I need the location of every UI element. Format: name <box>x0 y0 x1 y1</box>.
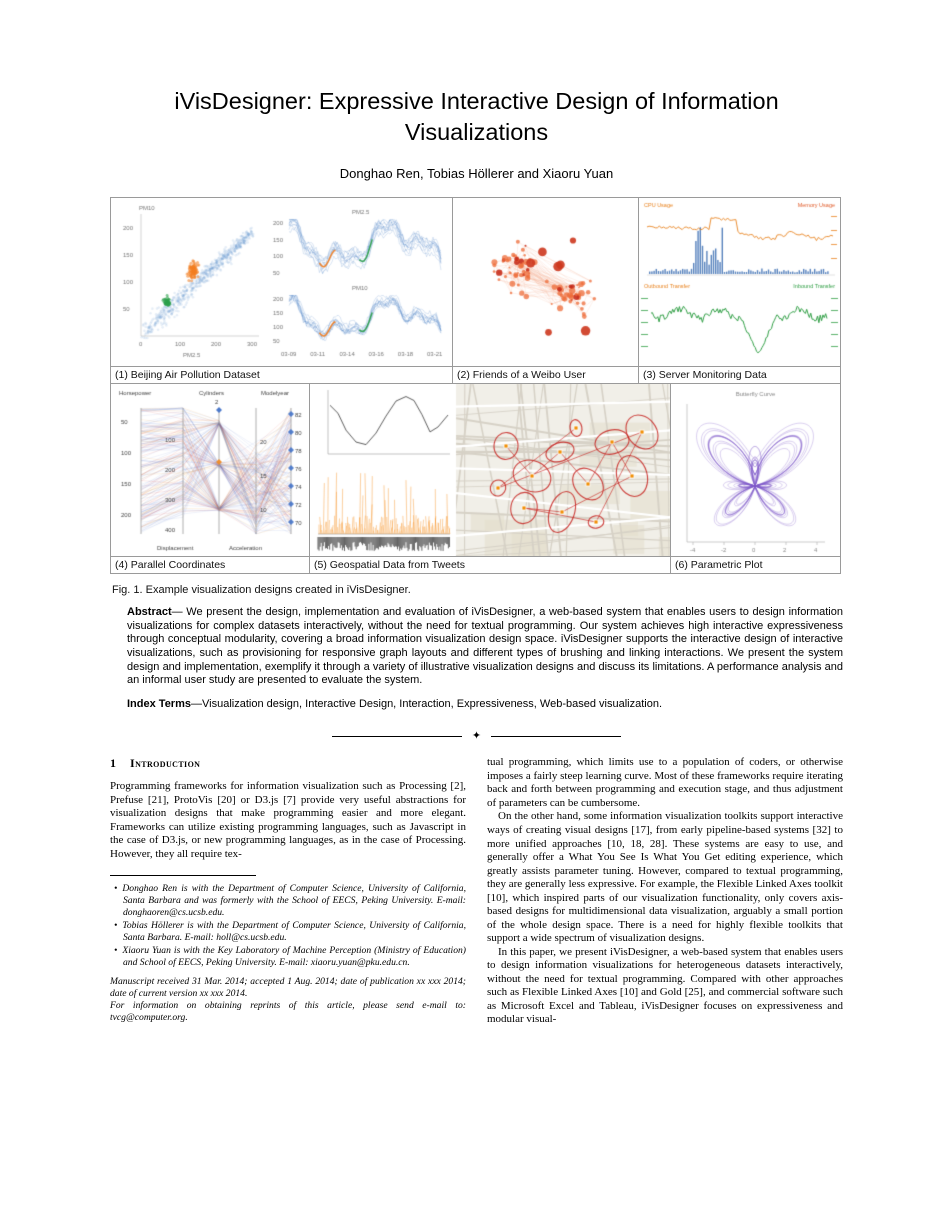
panel-caption-3: (3) Server Monitoring Data <box>639 366 840 383</box>
intro-paragraph-2: tual programming, which limits use to a population of coders, or otherwise imposes a fairly steep learning curve. Most of these frameworks require iterating back and forth between programming and execution stage, and thus adjustment of parameters can be cumbersome. <box>487 756 843 809</box>
affiliation-item: • Donghao Ren is with the Department of Computer Science, University of California, Santa Barbara and was formerly with the School of EECS, Peking University. E-mail: donghaoren@cs.ucsb.edu. <box>110 883 466 919</box>
geospatial-map <box>310 384 670 556</box>
index-terms-text: —Visualization design, Interactive Design, Interaction, Expressiveness, Web-based visualization. <box>191 697 663 710</box>
panel-caption-5: (5) Geospatial Data from Tweets <box>310 556 670 573</box>
affiliation-item: • Tobias Höllerer is with the Department of Computer Science, University of California, Santa Barbara. E-mail: holl@cs.ucsb.edu. <box>110 920 466 944</box>
manuscript-info <box>110 976 466 1024</box>
right-column <box>487 756 843 1026</box>
air-pollution-chart <box>111 198 452 366</box>
weibo-network-graph <box>453 198 638 366</box>
server-monitoring-chart <box>639 198 840 366</box>
figure-panel-air-pollution <box>110 197 453 384</box>
figure-caption: Fig. 1. Example visualization designs created in iVisDesigner. <box>112 584 411 597</box>
abstract <box>127 606 843 688</box>
panel-caption-4: (4) Parallel Coordinates <box>111 556 309 573</box>
affiliation-item: • Xiaoru Yuan is with the Key Laboratory of Machine Perception (Ministry of Education) and School of EECS, Peking University. E-mail: xiaoru.yuan@pku.edu.cn. <box>110 945 466 969</box>
author-affiliations <box>110 883 466 968</box>
index-terms <box>127 698 843 712</box>
figure-panel-parametric-plot <box>670 383 841 574</box>
panel-caption-2: (2) Friends of a Weibo User <box>453 366 638 383</box>
figure-1 <box>110 197 843 574</box>
parallel-coordinates-chart <box>111 384 309 556</box>
figure-panel-geospatial <box>309 383 671 574</box>
divider-line-left <box>332 736 462 737</box>
intro-paragraph-4: In this paper, we present iVisDesigner, a web-based system that enables users to design information visualizations for heterogeneous datasets interactively, without the need for textual programming. Compared with other approaches such as Flexible Linked Axes [10] and Gold [25], and commercial software such as Microsoft Excel and Tableau, iVisDesigner focuses on expressiveness and modular visual- <box>487 945 843 1026</box>
parametric-plot-chart <box>671 384 840 556</box>
section-1-heading <box>110 756 466 771</box>
panel-caption-6: (6) Parametric Plot <box>671 556 840 573</box>
figure-row-1 <box>110 197 843 384</box>
figure-panel-weibo-network <box>452 197 639 384</box>
abstract-text: — We present the design, implementation and evaluation of iVisDesigner, a web-based system that enables users to design information visualizations for complex datasets interactively, without the need for textual programming. Our system achieves high interactive expressiveness through conceptual modularity, covering a broad information visualization design space. iVisDesigner supports the interactive design of interactive visualizations, such as provisioning for responsive graph layouts and different types of brushing and linking interactions. We present the system design and implementation, exemplify it through a variety of illustrative visualization designs and discuss its limitations. A performance analysis and an informal user study are presented to evaluate the system. <box>127 606 843 687</box>
panel-caption-1: (1) Beijing Air Pollution Dataset <box>111 366 452 383</box>
section-divider <box>110 731 843 742</box>
divider-line-right <box>491 736 621 737</box>
diamond-ornament-icon: ✦ <box>471 730 482 743</box>
figure-panel-parallel-coordinates <box>110 383 310 574</box>
left-column <box>110 756 466 1026</box>
section-title: Introduction <box>130 756 201 771</box>
abstract-label: Abstract <box>127 606 172 619</box>
index-terms-label: Index Terms <box>127 697 191 710</box>
section-number: 1 <box>110 756 116 771</box>
manuscript-line-2: For information on obtaining reprints of this article, please send e-mail to: tvcg@computer.org. <box>110 1000 466 1024</box>
paper-title: iVisDesigner: Expressive Interactive Design of Information Visualizations <box>174 88 779 146</box>
intro-paragraph-3: On the other hand, some information visualization toolkits support interactive ways of creating visual designs [17], from early pipeline-based systems [32] to more unified approaches [10, 18, 28]. These systems are easy to use, and generally offer a What You See Is What You Get editing experience, which greatly assists parameter tuning. However, compared to textual programming, they are generally less expressive. For example, the Flexible Linked Axes toolkit [10], which inspired parts of our visualization functionality, only covers axis-based designs for multidimensional data visualization, arguably a small portion of the whole design space. There is a need for highly flexible toolkits that support a wide spectrum of visualization designs. <box>487 810 843 945</box>
paper-authors: Donghao Ren, Tobias Höllerer and Xiaoru Yuan <box>339 166 614 182</box>
manuscript-line-1: Manuscript received 31 Mar. 2014; accepted 1 Aug. 2014; date of publication xx xxx 2014; date of current version xx xxx 2014. <box>110 976 466 1000</box>
footnote-rule <box>110 875 256 876</box>
two-column-body <box>110 756 843 1026</box>
figure-panel-server-monitoring <box>638 197 841 384</box>
intro-paragraph-1: Programming frameworks for information visualization such as Processing [2], Prefuse [21], ProtoVis [20] or D3.js [7] provide very useful abstractions for visualization designs that make programming easier and more elegant. Frameworks can utilize existing programming languages, such as Javascript in the case of D3.js, or new programming languages, as in the case of Processing. However, they all require tex- <box>110 780 466 860</box>
figure-row-2 <box>110 384 843 574</box>
